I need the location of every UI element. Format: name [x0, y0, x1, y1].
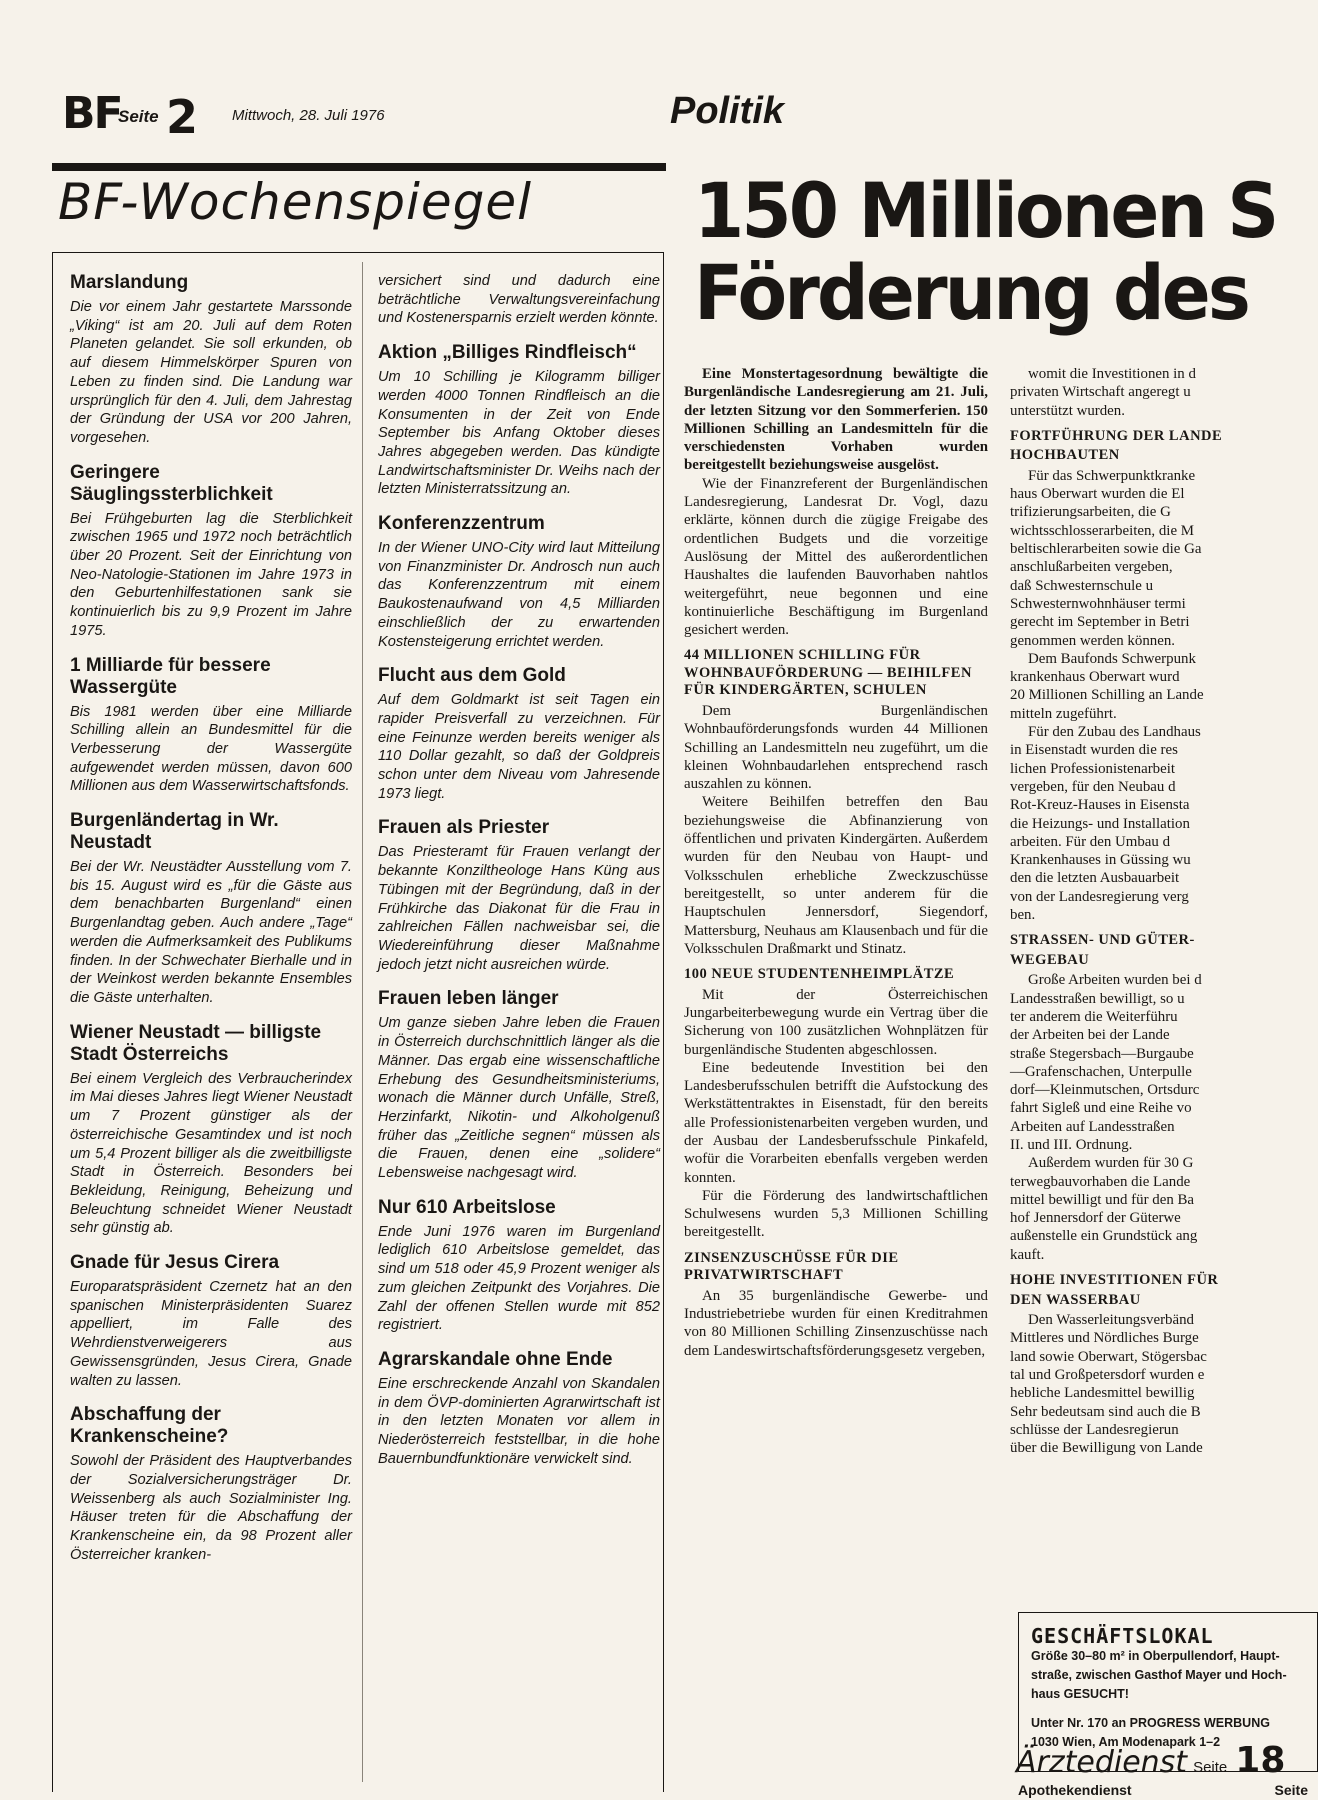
article-paragraph: Schwesternwohnhäuser termi — [1010, 595, 1186, 612]
news-item-text: Um 10 Schilling je Kilogramm billiger werden 4000 Tonnen Rindfleisch an die Konsumenten in der Zeit von Ende September bis Anfang Oktober dieses Jahres abgegeben werden. Das kündigte Landwirtschaftsminister Dr. Weihs nach der letzten Ministerratssitzung an. — [378, 369, 660, 498]
news-item — [70, 655, 352, 797]
news-item — [70, 1404, 352, 1564]
article-paragraph: Krankenhauses in Güssing wu — [1010, 852, 1191, 869]
news-item-heading: Frauen als Priester — [378, 817, 550, 839]
article-paragraph: mitteln zugeführt. — [1010, 705, 1117, 722]
news-item-heading: Flucht aus dem Gold — [378, 665, 566, 687]
article-paragraph: die Heizungs- und Installation — [1010, 815, 1190, 832]
article-paragraph: Für die Förderung des landwirtschaftlichen Schulwesens wurden 5,3 Millionen Schilling bereitgestellt. — [684, 1187, 988, 1241]
news-item — [70, 1252, 352, 1390]
wochenspiegel-column-2 — [378, 272, 660, 1482]
article-paragraph: —Grafenschachen, Unterpulle — [1010, 1063, 1192, 1080]
article-paragraph: Mittleres und Nördliches Burge — [1010, 1330, 1199, 1347]
article-subheading: FORTFÜHRUNG DER LANDE — [1010, 427, 1223, 444]
article-paragraph: womit die Investitionen in d — [1028, 366, 1196, 382]
news-item-heading: Abschaffung der Krankenscheine? — [70, 1404, 229, 1448]
article-paragraph: terwegbauvorhaben die Lande — [1010, 1173, 1191, 1190]
apotheken-title: Apothekendienst — [1018, 1782, 1132, 1798]
article-paragraph: ben. — [1010, 907, 1036, 924]
article-paragraph: Rot-Kreuz-Hauses in Eisensta — [1010, 797, 1190, 814]
apotheken-teaser — [1018, 1782, 1308, 1798]
article-paragraph: wichtsschlosserarbeiten, die M — [1010, 522, 1195, 539]
article-paragraph: Mit der Österreichischen Jungarbeiterbewegung wurde ein Vertrag über die Sicherung von 100 zusätzlichen Wohnplätzen für burgenländische Studenten abgeschlossen. — [684, 986, 988, 1058]
news-item-heading: Burgenländertag in Wr. Neustadt — [70, 810, 279, 854]
article-paragraph: fahrt Sigleß und eine Reihe vo — [1010, 1100, 1192, 1117]
article-paragraph: An 35 burgenländische Gewerbe- und Industriebetriebe wurden für einen Kreditrahmen von 80 Millionen Schilling Zinsenzuschüsse nach dem Landeswirtschaftsförderungsgesetz vergeben, — [684, 1287, 988, 1359]
news-item-text: Bis 1981 werden über eine Milliarde Schilling allein an Bundesmittel für die Verbesserung der Wassergüte aufgewendet werden müssen, davon 600 Millionen aus dem Wasserwirtschaftsfonds. — [70, 703, 352, 795]
article-paragraph: Landesstraßen bewilligt, so u — [1010, 990, 1185, 1007]
news-item-text: Ende Juni 1976 waren im Burgenland lediglich 610 Arbeitslose gemeldet, das sind um 518 oder 45,9 Prozent weniger als zum gleichen Zeitpunkt des Vorjahres. Die Zahl der offenen Stellen wurde mit 852 registriert. — [378, 1223, 660, 1334]
ad-line: Unter Nr. 170 an PROGRESS WERBUNG — [1031, 1716, 1270, 1730]
news-item-text: Sowohl der Präsident des Hauptverbandes der Sozialversicherungsträger Dr. Weissenberg als auch Sozialminister Ing. Häuser treten für die Abschaffung der Krankenscheine ein, da 98 Prozent aller Österreicher kranken- — [70, 1453, 352, 1563]
article-paragraph: hof Jennersdorf der Güterwe — [1010, 1210, 1181, 1227]
news-item-heading: Aktion „Billiges Rindfleisch“ — [378, 342, 637, 364]
wochenspiegel-rule — [52, 163, 666, 171]
article-paragraph: land sowie Oberwart, Stögersbac — [1010, 1348, 1207, 1365]
article-subheading: WEGEBAU — [1010, 951, 1090, 968]
article-headline — [694, 166, 1277, 350]
article-paragraph: in Eisenstadt wurden die res — [1010, 742, 1178, 759]
news-item — [378, 513, 660, 651]
wochenspiegel-column-1 — [70, 272, 352, 1578]
wochenspiegel-title: BF-Wochenspiegel — [58, 173, 532, 231]
news-item — [70, 272, 352, 448]
news-item — [378, 665, 660, 803]
article-paragraph: gerecht im September in Betri — [1010, 614, 1190, 631]
news-item-heading: Agrarskandale ohne Ende — [378, 1348, 613, 1370]
aerzte-teaser — [1016, 1740, 1285, 1781]
news-item — [378, 988, 660, 1182]
news-item-text: Das Priesteramt für Frauen verlangt der bekannte Konziltheologe Hans Küng aus Tübingen mit der Begründung, daß in der Frühkirche das Diakonat für die Frau in zahlreichen Fällen nachweisbar sei, die Wiedereinführung dieser Maßnahme jedoch jetzt nicht ausreichen würde. — [378, 844, 660, 973]
article-subheading: STRASSEN- UND GÜTER- — [1010, 932, 1195, 949]
headline-line-2: Förderung des — [694, 248, 1249, 337]
aerzte-title: Ärztedienst — [1016, 1745, 1188, 1780]
article-paragraph: hebliche Landesmittel bewillig — [1010, 1385, 1195, 1402]
article-paragraph: schlüsse der Landesregierun — [1010, 1421, 1179, 1438]
article-paragraph: außenstelle ein Grundstück ang — [1010, 1228, 1198, 1245]
news-item-text: Die vor einem Jahr gestartete Marssonde „Viking“ ist am 20. Juli auf dem Roten Planeten gelandet. Sie soll erkunden, ob auf diesem Himmelskörper Spuren von Leben zu finden sind. Die Landung war ursprünglich für den 4. Juli, dem Jahrestag der Gründung der USA vor 200 Jahren, vorgesehen. — [70, 299, 352, 446]
ad-line: Größe 30–80 m² in Oberpullendorf, Haupt- — [1031, 1649, 1280, 1663]
newspaper-logo: BF — [62, 88, 122, 139]
news-item — [378, 1349, 660, 1469]
article-paragraph: unterstützt wurden. — [1010, 402, 1125, 419]
news-item — [378, 342, 660, 499]
article-paragraph: ter anderem die Weiterführu — [1010, 1008, 1178, 1025]
article-paragraph: Dem Baufonds Schwerpunk — [1028, 650, 1196, 667]
article-paragraph: krankenhaus Oberwart wurd — [1010, 669, 1180, 686]
section-title: Politik — [670, 90, 785, 132]
news-item-text: Bei einem Vergleich des Verbraucherindex im Mai dieses Jahres liegt Wiener Neustadt um 7 Prozent günstiger als der österreichische Gesamtindex und ist noch um 5,4 Prozent billiger als die zweitbilligste Stadt in Österreich. Besonders bei Bekleidung, Reinigung, Beheizung und Beleuchtung schneidet Wiener Neustadt sehr günstig ab. — [70, 1070, 352, 1237]
article-subheading: DEN WASSERBAU — [1010, 1291, 1141, 1308]
news-item-text: versichert sind und dadurch eine beträchtliche Verwaltungsvereinfachung und Kostenersparnis erzielt werden könnte. — [378, 273, 660, 327]
news-item-text: Bei Frühgeburten lag die Sterblichkeit zwischen 1965 und 1972 noch beträchtlich über 20 Prozent. Seit der Einrichtung von Neo-Natologie-Stationen im Jahre 1973 in den Geburtenhilfestationen sank sie kontinuierlich bis zu 9,9 Prozent im Jahre 1975. — [70, 510, 352, 639]
news-item-heading: Geringere Säuglingssterblichkeit — [70, 461, 273, 505]
article-paragraph: den die letzten Ausbauarbeit — [1010, 870, 1180, 887]
news-item — [378, 1197, 660, 1335]
news-item-heading: Konferenzzentrum — [378, 513, 545, 535]
article-paragraph: der Arbeiten bei der Lande — [1010, 1027, 1170, 1044]
article-paragraph: über die Bewilligung von Lande — [1010, 1440, 1203, 1457]
article-paragraph: kauft. — [1010, 1246, 1045, 1263]
news-item — [70, 462, 352, 641]
article-paragraph: tal und Großpetersdorf wurden e — [1010, 1366, 1205, 1383]
news-item-text: Eine erschreckende Anzahl von Skandalen in dem ÖVP-dominierten Agrarwirtschaft ist in den letzten Monaten vor allem in Niederösterreich feststellbar, in die hohe Bauernbundfunktionäre verwickelt sind. — [378, 1375, 660, 1467]
article-paragraph: straße Stegersbach—Burgaube — [1010, 1045, 1194, 1062]
ad-title: GESCHÄFTSLOKAL — [1031, 1624, 1214, 1648]
article-paragraph: daß Schwesternschule u — [1010, 577, 1154, 594]
article-paragraph: mittel bewilligt und für den Ba — [1010, 1191, 1195, 1208]
news-item-heading: 1 Milliarde für bessere Wassergüte — [70, 654, 271, 698]
article-subheading: 100 NEUE STUDENTENHEIMPLÄTZE — [684, 966, 955, 983]
article-paragraph: von der Landesregierung verg — [1010, 888, 1189, 905]
article-paragraph: genommen werden können. — [1010, 632, 1175, 649]
news-item-text: In der Wiener UNO-City wird laut Mitteilung von Finanzminister Dr. Androsch nun auch das Konferenzzentrum mit einem Baukostenaufwand von 4,5 Milliarden einschließlich der zu erwartenden Kostensteigerung errichtet werden. — [378, 540, 660, 650]
aerzte-seite-label: Seite — [1193, 1759, 1228, 1776]
article-paragraph: Große Arbeiten wurden bei d — [1028, 972, 1202, 989]
news-item — [378, 272, 660, 328]
column-divider — [362, 262, 363, 1782]
article-paragraph: vergeben, für den Neubau d — [1010, 778, 1176, 795]
article-paragraph: Arbeiten auf Landesstraßen — [1010, 1118, 1175, 1135]
article-column-1 — [684, 365, 988, 1360]
page-label: Seite — [118, 107, 159, 126]
article-paragraph: trifizierungsarbeiten, die G — [1010, 504, 1171, 521]
article-paragraph: Sehr bedeutsam sind auch die B — [1010, 1403, 1201, 1420]
article-paragraph: Außerdem wurden für 30 G — [1028, 1155, 1194, 1172]
article-paragraph: anschlußarbeiten vergeben, — [1010, 559, 1173, 576]
news-item-text: Bei der Wr. Neustädter Ausstellung vom 7. bis 15. August wird es „für die Gäste aus dem benachbarten Burgenland“ einen Burgenlandtag geben. Auch andere „Tage“ werden die Aufmerksamkeit des Publikums finden. In der Schwechater Bierhalle und in der Weinkost werden bekannte Ensembles die Gäste unterhalten. — [70, 859, 352, 1006]
article-paragraph: 20 Millionen Schilling an Lande — [1010, 687, 1204, 704]
headline-line-1: 150 Millionen S — [694, 166, 1277, 255]
article-paragraph: beltischlerarbeiten sowie die Ga — [1010, 541, 1202, 558]
article-subheading: HOCHBAUTEN — [1010, 447, 1120, 464]
ad-line: 1030 Wien, Am Modenapark 1–2 — [1031, 1735, 1221, 1749]
news-item-text: Europaratspräsident Czernetz hat an den spanischen Ministerpräsidenten Suarez appelliert, im Falle des Wehrdienstverweigerers aus Gewissensgründen, Jesus Cirera, Gnade walten zu lassen. — [70, 1279, 352, 1389]
news-item — [70, 1022, 352, 1238]
article-paragraph: haus Oberwart wurden die El — [1010, 486, 1185, 503]
apotheken-seite-label: Seite — [1274, 1782, 1308, 1798]
article-paragraph: II. und III. Ordnung. — [1010, 1136, 1133, 1153]
article-paragraph: Wie der Finanzreferent der Burgenländischen Landesregierung, Landesrat Dr. Vogl, dazu erklärte, können durch die zügige Freigabe des ordentlichen Budgets und die vorzeitige Auslösung der Mittel des außerordentlichen Haushaltes die laufenden Bauvorhaben nahtlos weitergeführt, neue begonnen und eine kontinuierliche Beschäftigung im Burgenland gesichert werden. — [684, 475, 988, 639]
article-subheading: HOHE INVESTITIONEN FÜR — [1010, 1272, 1219, 1289]
article-paragraph: arbeiten. Für den Umbau d — [1010, 833, 1171, 850]
article-paragraph: privaten Wirtschaft angeregt u — [1010, 384, 1191, 401]
news-item-text: Um ganze sieben Jahre leben die Frauen in Österreich durchschnittlich länger als die Männer. Das ergab eine wissenschaftliche Erhebung des Gesundheitsministeriums, wonach die Männer durch Unfälle, Streß, Herzinfarkt, Nikotin- und Alkoholgenuß früher das „Zeitliche segnen“ müssen als die Frauen, denen eine „solidere“ Lebensweise nachgesagt wird. — [378, 1015, 660, 1182]
issue-date: Mittwoch, 28. Juli 1976 — [232, 107, 385, 124]
news-item-heading: Gnade für Jesus Cirera — [70, 1252, 280, 1274]
news-item-heading: Frauen leben länger — [378, 988, 559, 1010]
ad-line: straße, zwischen Gasthof Mayer und Hoch- — [1031, 1668, 1287, 1682]
news-item-heading: Wiener Neustadt — billigste Stadt Österreichs — [70, 1021, 322, 1065]
news-item-heading: Nur 610 Arbeitslose — [378, 1196, 556, 1218]
article-paragraph: Eine bedeutende Investition bei den Landesberufsschulen betrifft die Aufstockung des Werkstättentraktes in Eisenstadt, für den bereits alle Professionistenarbeiten vergeben wurden, und der Ausbau der Landesberufsschule Pinkafeld, wofür die Vorarbeiten ebenfalls vergeben werden konnten. — [684, 1059, 988, 1186]
article-subheading: 44 MILLIONEN SCHILLING FÜR WOHNBAUFÖRDERUNG — BEIHILFEN FÜR KINDERGÄRTEN, SCHULEN — [684, 647, 972, 699]
news-item — [70, 810, 352, 1008]
article-paragraph: Für den Zubau des Landhaus — [1028, 724, 1201, 741]
news-item-text: Auf dem Goldmarkt ist seit Tagen ein rapider Preisverfall zu verzeichnen. Für eine Feinunze werden bereits weniger als 110 Dollar gezahlt, so daß der Goldpreis schon unter dem Niveau vom Jahresende 1973 liegt. — [378, 692, 660, 802]
article-subheading: ZINSENZUSCHÜSSE FÜR DIE PRIVATWIRTSCHAFT — [684, 1249, 899, 1284]
article-paragraph: Für das Schwerpunktkranke — [1028, 467, 1196, 484]
article-paragraph: Weitere Beihilfen betreffen den Bau beziehungsweise die Abfinanzierung von öffentlichen und privaten Kindergärten. Außerdem wurden für den Neubau von Haupt- und Volksschulen erhebliche Zweckzuschüsse bereitgestellt, so unter anderem für die Hauptschulen Jennersdorf, Siegendorf, Mattersburg, Neuhaus am Klausenbach und für die Volksschulen Draßmarkt und Stinatz. — [684, 794, 988, 957]
article-lead: Eine Monstertagesordnung bewältigte die Burgenländische Landesregierung am 21. Juli, der letzten Sitzung vor den Sommerferien. 150 Millionen Schilling an Landesmitteln für die verschiedensten Vorhaben wurden bereitgestellt beziehungsweise ausgelöst. — [684, 366, 988, 474]
page-number: 2 — [166, 90, 199, 144]
article-column-2 — [1010, 365, 1310, 1785]
news-item-heading: Marslandung — [70, 272, 189, 293]
aerzte-page-number: 18 — [1235, 1740, 1286, 1781]
news-item — [378, 817, 660, 974]
ad-line: haus GESUCHT! — [1031, 1687, 1129, 1701]
article-paragraph: lichen Professionistenarbeit — [1010, 760, 1175, 777]
article-paragraph: dorf—Kleinmutschen, Ortsdurc — [1010, 1082, 1200, 1099]
article-paragraph: Dem Burgenländischen Wohnbauförderungsfonds wurden 44 Millionen Schilling an Landesmitteln neu zugeführt, um die kleinen Wohnbaudarlehen entsprechend rasch auszahlen zu können. — [684, 702, 988, 793]
article-paragraph: Den Wasserleitungsverbänd — [1028, 1312, 1194, 1329]
